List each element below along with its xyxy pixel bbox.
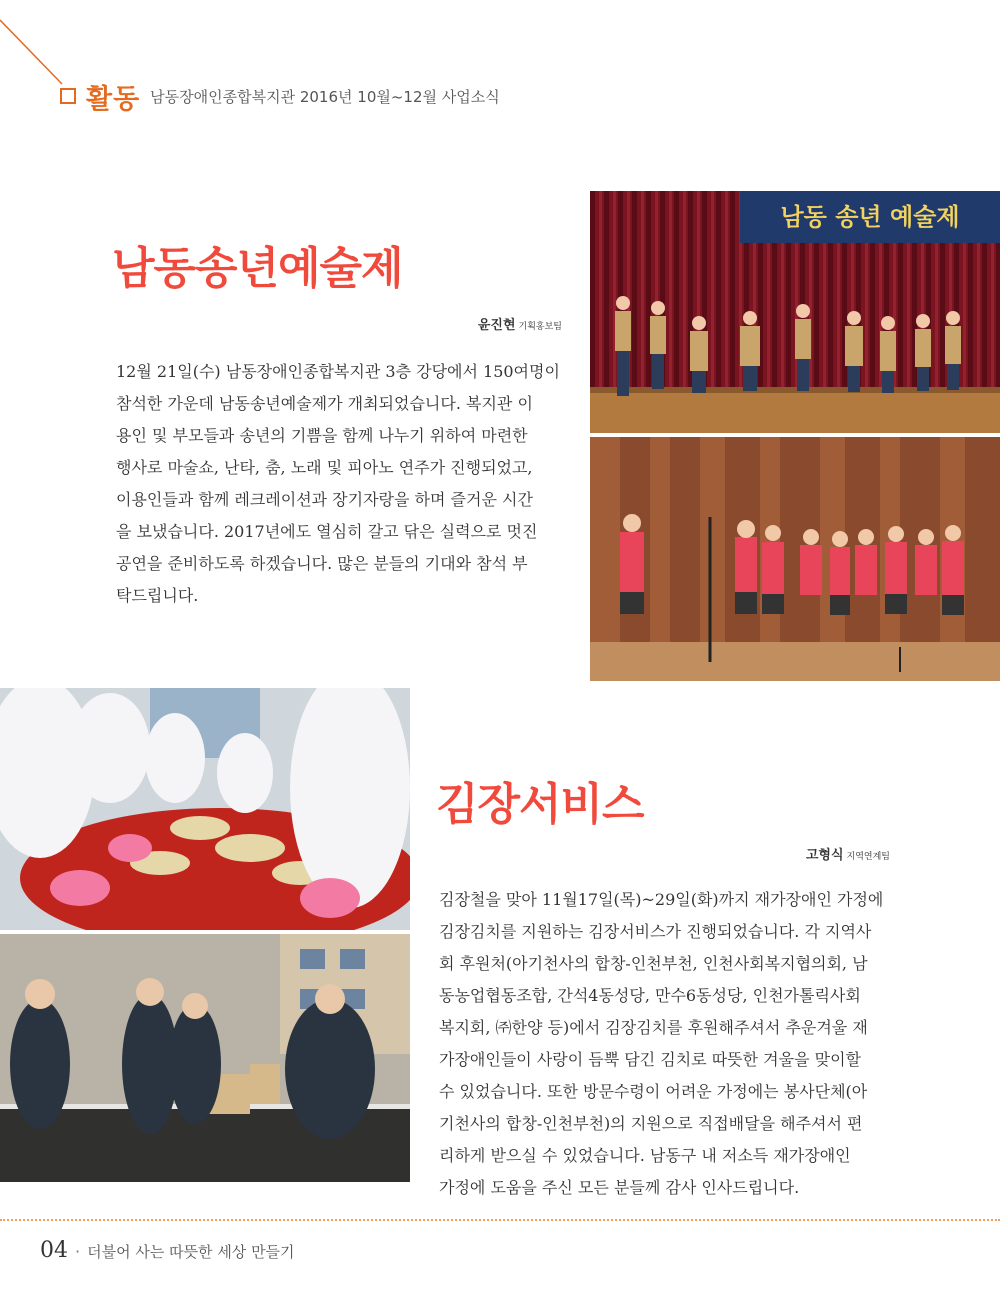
article1-line: 탁드립니다. — [116, 586, 199, 605]
article2-title: 김장서비스 — [436, 779, 644, 830]
article2-team: 지역연계팀 — [846, 852, 890, 862]
article1-line: 이용인들과 함께 레크레이션과 장기자랑을 하며 즐거운 시간 — [116, 490, 533, 509]
article1-team: 기획홍보팀 — [518, 322, 562, 332]
article2-line: 가장애인들이 사랑이 듬뿍 담긴 김치로 따뜻한 겨울을 맞이할 — [439, 1050, 862, 1069]
photo-choir-performance — [590, 437, 1000, 681]
photo-kimchi-making — [0, 688, 410, 930]
article2-line: 동농업협동조합, 간석4동성당, 만수6동성당, 인천가톨릭사회 — [439, 986, 861, 1005]
article1-line: 공연을 준비하도록 하겠습니다. 많은 분들의 기대와 참석 부 — [116, 554, 528, 573]
footer-divider — [0, 1219, 1000, 1221]
section-subtitle: 남동장애인종합복지관 2016년 10월~12월 사업소식 — [150, 87, 500, 106]
article1-line: 행사로 마술쇼, 난타, 춤, 노래 및 피아노 연주가 진행되었고, — [116, 458, 533, 477]
article2-author: 고형식 — [805, 848, 844, 863]
square-icon — [60, 88, 76, 104]
article2-line: 리하게 받으실 수 있었습니다. 남동구 내 저소득 재가장애인 — [439, 1146, 851, 1165]
article2-line: 김장김치를 지원하는 김장서비스가 진행되었습니다. 각 지역사 — [439, 922, 872, 941]
article1-line: 을 보냈습니다. 2017년에도 열심히 갈고 닦은 실력으로 멋진 — [116, 522, 538, 541]
section-header — [60, 78, 500, 114]
photo-kimchi-delivery — [0, 934, 410, 1182]
article1-line: 용인 및 부모들과 송년의 기쁨을 함께 나누기 위하여 마련한 — [116, 426, 528, 445]
stage-banner-text: 남동 송년 예술제 — [780, 203, 960, 231]
article2-line: 가정에 도움을 주신 모든 분들께 감사 인사드립니다. — [439, 1178, 800, 1197]
section-category: 활동 — [86, 83, 141, 115]
article1-byline — [390, 314, 562, 333]
page-footer — [40, 1238, 295, 1263]
article2-body — [439, 884, 891, 1204]
article1-body — [116, 356, 566, 612]
page-number: 04 — [40, 1238, 68, 1263]
photo-dance-performance — [590, 191, 1000, 433]
article1-author: 윤진현 — [477, 318, 516, 333]
article2-line: 김장철을 맞아 11월17일(목)~29일(화)까지 재가장애인 가정에 — [439, 890, 884, 909]
article2-line: 복지회, ㈜한양 등)에서 김장김치를 후원해주셔서 추운겨울 재 — [439, 1018, 868, 1037]
article2-line: 수 있었습니다. 또한 방문수령이 어려운 가정에는 봉사단체(아 — [439, 1082, 868, 1101]
footer-separator: · — [75, 1242, 81, 1261]
article2-byline — [720, 844, 890, 863]
footer-tagline: 더불어 사는 따뜻한 세상 만들기 — [87, 1243, 295, 1261]
article2-line: 회 후원처(아기천사의 합창-인천부천, 인천사회복지협의회, 남 — [439, 954, 868, 973]
article2-line: 기천사의 합창-인천부천)의 지원으로 직접배달을 해주셔서 편 — [439, 1114, 863, 1133]
article1-title: 남동송년예술제 — [112, 243, 403, 294]
article1-line: 참석한 가운데 남동송년예술제가 개최되었습니다. 복지관 이 — [116, 394, 533, 413]
corner-decoration — [0, 0, 80, 90]
article1-line: 12월 21일(수) 남동장애인종합복지관 3층 강당에서 150여명이 — [116, 362, 560, 381]
